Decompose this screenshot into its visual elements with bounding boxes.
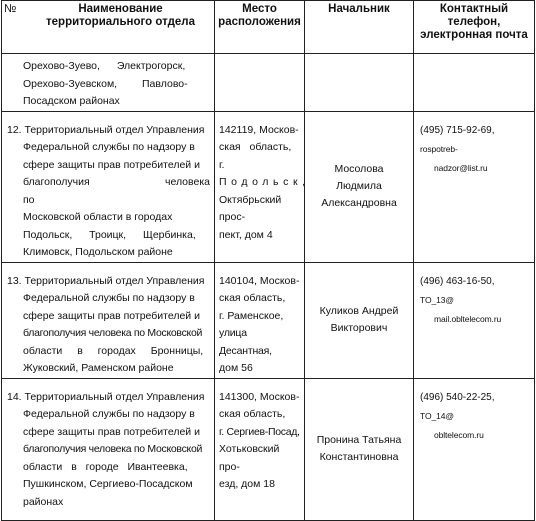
phone: (495) 715-92-69,	[420, 124, 495, 136]
name-line: районах	[23, 495, 64, 508]
name-line: области в городах Бронницы,	[23, 344, 204, 357]
location-line: Хотьковский про-	[219, 443, 280, 473]
chief-line: Куликов Андрей	[319, 305, 399, 317]
email-part[interactable]: TO_14@	[420, 410, 454, 421]
table-header-row	[2, 1, 535, 54]
contact-cell	[414, 111, 535, 262]
chief-cell	[305, 262, 414, 378]
email-part[interactable]: mail.obltelecom.ru	[434, 313, 502, 324]
header-name-cell	[2, 1, 215, 54]
location-line: ская область,	[219, 408, 286, 420]
name-line: области в городе Ивантеевка,	[23, 460, 188, 473]
table-row	[2, 54, 535, 112]
contact-cell	[414, 378, 535, 520]
chief-line: Викторович	[330, 322, 388, 334]
chief-line: Пронина Татьяна	[316, 434, 402, 446]
location-line: пект, дом 4	[219, 228, 273, 241]
name-line: Жуковский, Раменском районе	[23, 362, 174, 374]
chief-cell	[305, 54, 414, 112]
location-line: езд, дом 18	[219, 478, 275, 490]
location-line: ская область, г.	[219, 141, 292, 171]
name-line: 12. Территориальный отдел Управления	[7, 123, 205, 136]
location-line: г. Раменское,	[219, 309, 284, 322]
table-row	[2, 378, 535, 520]
name-line: благополучия человека по Московской	[23, 443, 203, 455]
name-line: сфере защиты прав потребителей и	[23, 425, 200, 438]
chief-line: Константиновна	[319, 451, 399, 463]
header-contact: Контактный телефон, электронная почта	[414, 1, 535, 54]
location-cell	[215, 111, 310, 262]
table-row	[2, 262, 535, 378]
email-part[interactable]: rospotreb-	[420, 143, 458, 154]
chief-line: Людмила	[336, 180, 382, 192]
name-line: Федеральной службы по надзору в	[23, 141, 195, 153]
name-line: 14. Территориальный отдел Управления	[7, 390, 205, 403]
name-line: 13. Территориальный отдел Управления	[7, 274, 205, 287]
name-line: Московской области в городах	[23, 211, 173, 223]
name-line: Климовск, Подольском районе	[23, 246, 173, 258]
email-part[interactable]: TO_13@	[420, 294, 454, 305]
location-cell	[215, 262, 305, 378]
location-line: 141300, Москов-	[219, 390, 300, 403]
name-line: сфере защиты прав потребителей и	[23, 158, 200, 171]
location-line: дом 56	[219, 362, 253, 374]
location-line: ская область,	[219, 292, 286, 304]
location-cell	[215, 54, 305, 112]
name-line: Подольск, Троицк, Щербинка,	[23, 228, 196, 241]
name-line: благополучия человека по	[23, 176, 210, 206]
contact-cell	[414, 54, 535, 112]
name-line: Пушкинском, Сергиево-Посадском	[23, 478, 193, 490]
phone: (496) 463-16-50,	[420, 275, 495, 287]
location-line: 142119, Москов-	[219, 123, 299, 136]
chief-cell	[305, 378, 414, 520]
name-line: Федеральной службы по надзору в	[23, 292, 195, 304]
location-line: Октябрьский прос-	[219, 193, 282, 223]
phone: (496) 540-22-25,	[420, 391, 495, 403]
email-part[interactable]: nadzor@list.ru	[434, 162, 488, 173]
chief-cell	[305, 111, 414, 262]
chief-line: Мосолова	[334, 163, 384, 175]
header-location: Место расположения	[215, 1, 305, 54]
header-name: Наименование территориального отдела	[46, 3, 195, 28]
name-cell	[2, 262, 215, 378]
name-line: сфере защиты прав потребителей и	[23, 309, 200, 322]
location-line: Подольск,	[219, 176, 310, 188]
name-line: Федеральной службы по надзору в	[23, 408, 195, 420]
name-cell	[2, 378, 215, 520]
name-line: благополучия человека по Московской	[23, 327, 203, 339]
name-cell	[2, 54, 215, 112]
location-line: г. Сергиев-Посад,	[219, 425, 300, 438]
header-num: №	[4, 3, 17, 15]
table-row	[2, 111, 535, 262]
location-line: 140104, Москов-	[219, 274, 300, 287]
location-line: улица Десантная,	[219, 327, 272, 357]
header-chief: Начальник	[305, 1, 414, 54]
contact-cell	[414, 262, 535, 378]
name-cell	[2, 111, 215, 262]
name-line: Орехово-Зуевском, Павлово-	[23, 77, 188, 90]
email-part[interactable]: obltelecom.ru	[434, 429, 484, 440]
name-line: Посадском районах	[23, 95, 120, 107]
chief-line: Александровна	[321, 197, 397, 209]
departments-table	[1, 0, 535, 521]
location-cell	[215, 378, 305, 520]
name-line: Орехово-Зуево, Электрогорск,	[23, 60, 186, 72]
